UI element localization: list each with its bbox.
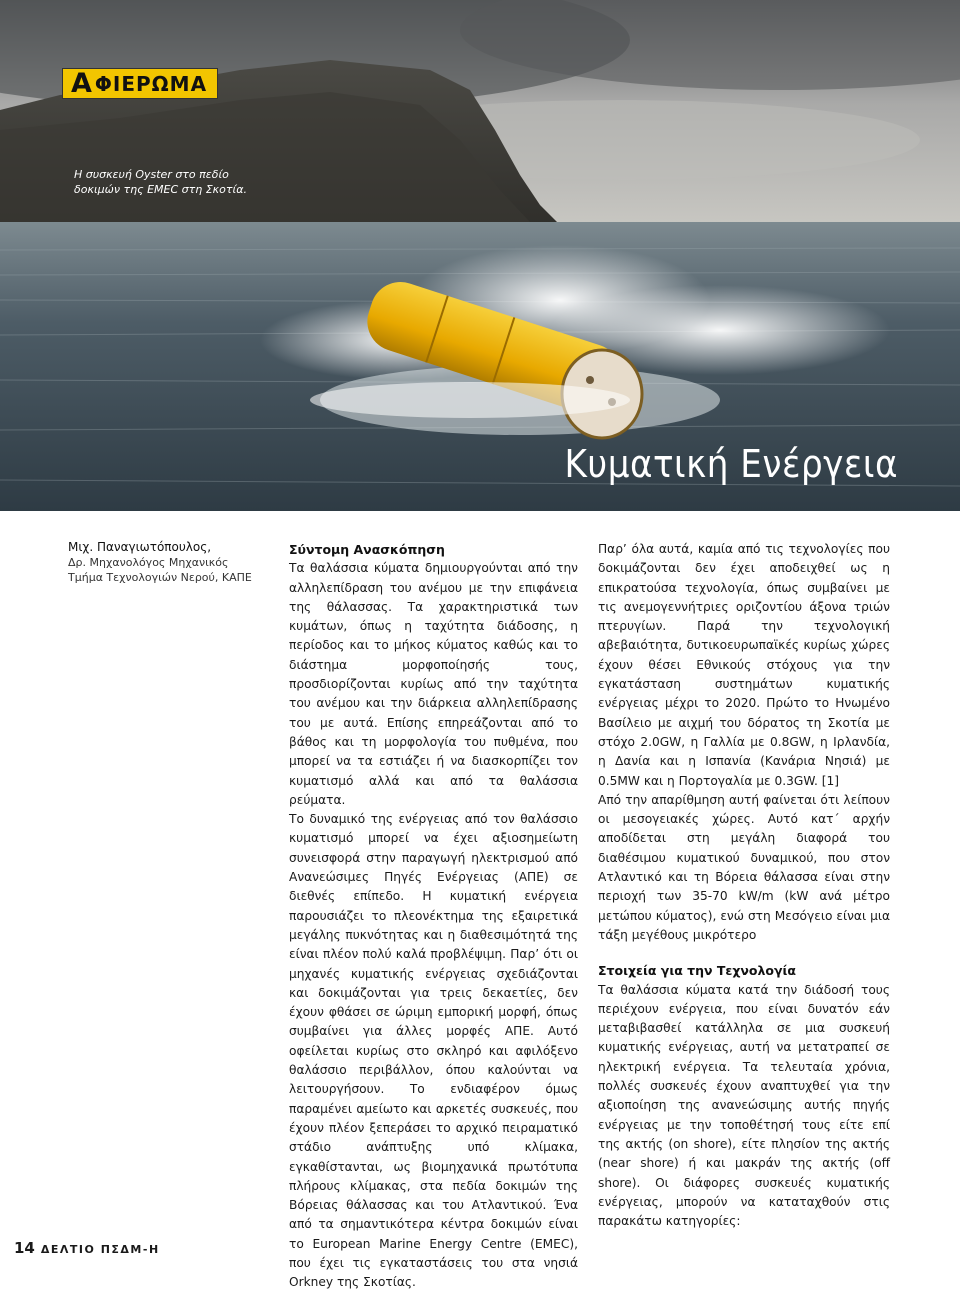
paragraph: Παρ’ όλα αυτά, καμία από τις τεχνολογίες που δοκιμάζονται δεν έχει αποδειχθεί ως η επικρατούσα τεχνολογία, όπως συμβαίνει με τις ανεμογεννήτριες οριζοντίου άξονα τριών πτερυγίων. Παρά την τεχνολογική αβεβαιότητα, δυτικοευρωπαϊκές κυρίως χώρες έχουν θέσει Εθνικούς στόχους για την εγκατάσταση συστημάτων κυματικής ενέργειας μέχρι το 2020. Πρώτο το Ηνωμένο Βασίλειο με αιχμή του δόρατος τη Σκοτία με στόχο 2.0GW, η Γαλλία με 0.8GW, η Ιρλανδία, η Δανία και η Ισπανία (Κανάρια Νησιά) με 0.5MW και η Πορτογαλία με 0.3GW. [1] [598, 542, 890, 788]
section-tag [62, 68, 218, 99]
photo-caption: Η συσκευή Oyster στο πεδίο δοκιμών της EMEC στη Σκοτία. [74, 168, 247, 196]
page-footer [14, 1239, 160, 1257]
article-title: Κυματική Ενέργεια [564, 442, 898, 486]
right-text-column [598, 540, 890, 1231]
page-number: 14 [14, 1239, 35, 1257]
section-tag-label: ΦΙΕΡΩΜΑ [94, 71, 208, 96]
paragraph: Τα θαλάσσια κύματα κατά την διάδοσή τους περιέχουν ενέργεια, που είναι δυνατόν εάν μεταβιβασθεί κατάλληλα σε μια συσκευή κυματικής ενέργειας, αυτή να μετατραπεί σε ηλεκτρική ενέργεια. Τα τελευταία χρόνια, πολλές συσκευές έχουν αναπτυχθεί για την αξιοποίηση της ανανεώσιμης αυτής πηγής ενέργειας με την τοποθέτησή τους είτε επί της ακτής (on shore), είτε πλησίον της ακτής (near shore) ή και μακράν της ακτής (off shore). Οι διάφορες συσκευές κυματικής ενέργειας, μπορούν να καταταχθούν στις παρακάτω κατηγορίες: [598, 982, 890, 1229]
author-role: Δρ. Μηχανολόγος Μηχανικός [68, 556, 229, 569]
overview-heading: Σύντομη Ανασκόπηση [289, 542, 445, 557]
paragraph: Τα θαλάσσια κύματα δημιουργούνται από την αλληλεπίδραση του ανέμου με την επιφάνεια της θάλασσας. Τα χαρακτηριστικά των κυμάτων, όπως η ταχύτητα διάδοσης, η περίοδος και το μήκος κύματος καθώς και το διάστημα μορφοποίησής τους, προσδιορίζονται κυρίως από την ταχύτητα του ανέμου και την διάρκεια αλληλεπίδρασης του με αυτά. Επίσης επηρεάζονται από το βάθος και τη μορφολογία του πυθμένα, που μπορεί να τα εστιάζει ή να διασκορπίζει τον κυματισμό αλλά και από τα θαλάσσια ρεύματα. [289, 561, 578, 807]
magazine-name: ΔΕΛΤΙΟ ΠΣΔΜ-Η [40, 1243, 160, 1256]
technology-heading: Στοιχεία για την Τεχνολογία [598, 963, 796, 979]
author-block [68, 540, 278, 585]
paragraph: Το δυναμικό της ενέργειας από τον θαλάσσιο κυματισμό μπορεί να έχει αξιοσημείωτη συνεισφορά στην παραγωγή ηλεκτρισμού από Ανανεώσιμες Πηγές Ενέργειας (ΑΠΕ) σε διεθνές επίπεδο. Η κυματική ενέργεια παρουσιάζει το πλεονέκτημα της εξαιρετικά μεγάλης πυκνότητας και η διαθεσιμότητά της είναι πλέον πολύ καλά προβλέψιμη. Παρ’ ότι οι μηχανές κυματικής ενέργειας σχεδιάζονται και δοκιμάζονται για τρεις δεκαετίες, δεν έχουν φθάσει σε ώριμη εμπορική μορφή, όπως συμβαίνει για άλλες μορφές ΑΠΕ. Αυτό οφείλεται κυρίως στο σκληρό και αφιλόξενο θαλάσσιο περιβάλλον, όπου καλούνται να λειτουργήσουν. Το ενδιαφέρον όμως παραμένει αμείωτο και αρκετές συσκευές, που έχουν πλέον ξεπεράσει το αρχικό πειραματικό στάδιο ανάπτυξης υπό κλίμακα, εγκαθίστανται, ως βιομηχανικά πρωτότυπα πλήρους κλίμακας, στα πεδία δοκιμών της Βόρειας θάλασσας και του Ατλαντικού. Ένα από τα σημαντικότερα κέντρα δοκιμών είναι το European Marine Energy Centre (EMEC), που έχει τις εγκαταστάσεις του στα νησιά Orkney της Σκοτίας. [289, 812, 578, 1290]
paragraph: Από την απαρίθμηση αυτή φαίνεται ότι λείπουν οι μεσογειακές χώρες. Αυτό κατ΄ αρχήν αποδίδεται στη μεγάλη διαφορά του διαθέσιμου κυματικού δυναμικού, που στον Ατλαντικό και τη Βόρεια θάλασσα είναι στην περιοχή των 35-70 kW/m (kW ανά μέτρο μετώπου κύματος), ενώ στη Μεσόγειο είναι μια τάξη μεγέθους μικρότερο [598, 792, 890, 942]
author-department: Τμήμα Τεχνολογιών Νερού, ΚΑΠΕ [68, 571, 252, 584]
left-text-column [289, 540, 578, 1293]
author-name: Μιχ. Παναγιωτόπουλος, [68, 540, 212, 554]
section-tag-initial: Α [71, 68, 93, 99]
